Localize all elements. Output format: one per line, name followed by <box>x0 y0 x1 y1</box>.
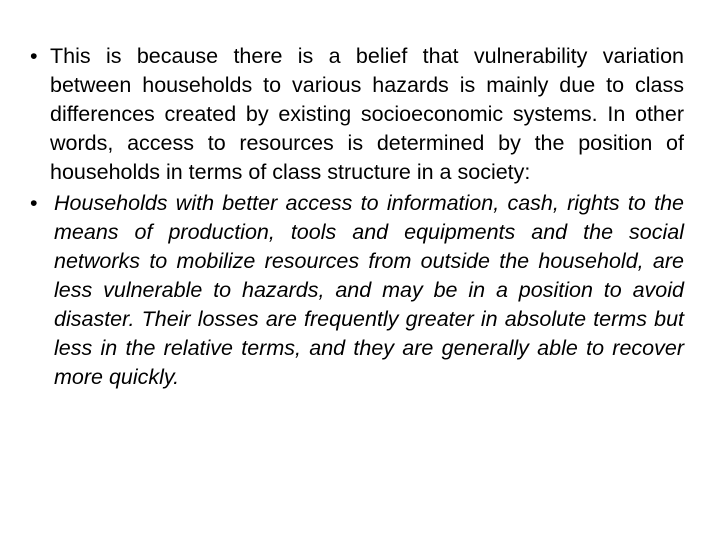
bullet-text: This is because there is a belief that vulnerability variation between households to various hazards is mainly due to class differences created by existing socioeconomic systems. In other words, access to resources is determined by the position of households in terms of class structure in a society: <box>50 44 684 184</box>
bullet-item-household-access <box>28 189 684 392</box>
bullet-marker: • <box>30 191 38 215</box>
bullet-text: Households with better access to information, cash, rights to the means of production, tools and equipments and the social networks to mobilize resources from outside the household, are less vulnerable to hazards, and may be in a position to avoid disaster. Their losses are frequently greater in absolute terms but less in the relative terms, and they are generally able to recover more quickly. <box>54 191 684 389</box>
bullet-marker: • <box>30 44 38 68</box>
bullet-item-class-belief <box>28 42 684 187</box>
bullet-list <box>28 42 684 392</box>
